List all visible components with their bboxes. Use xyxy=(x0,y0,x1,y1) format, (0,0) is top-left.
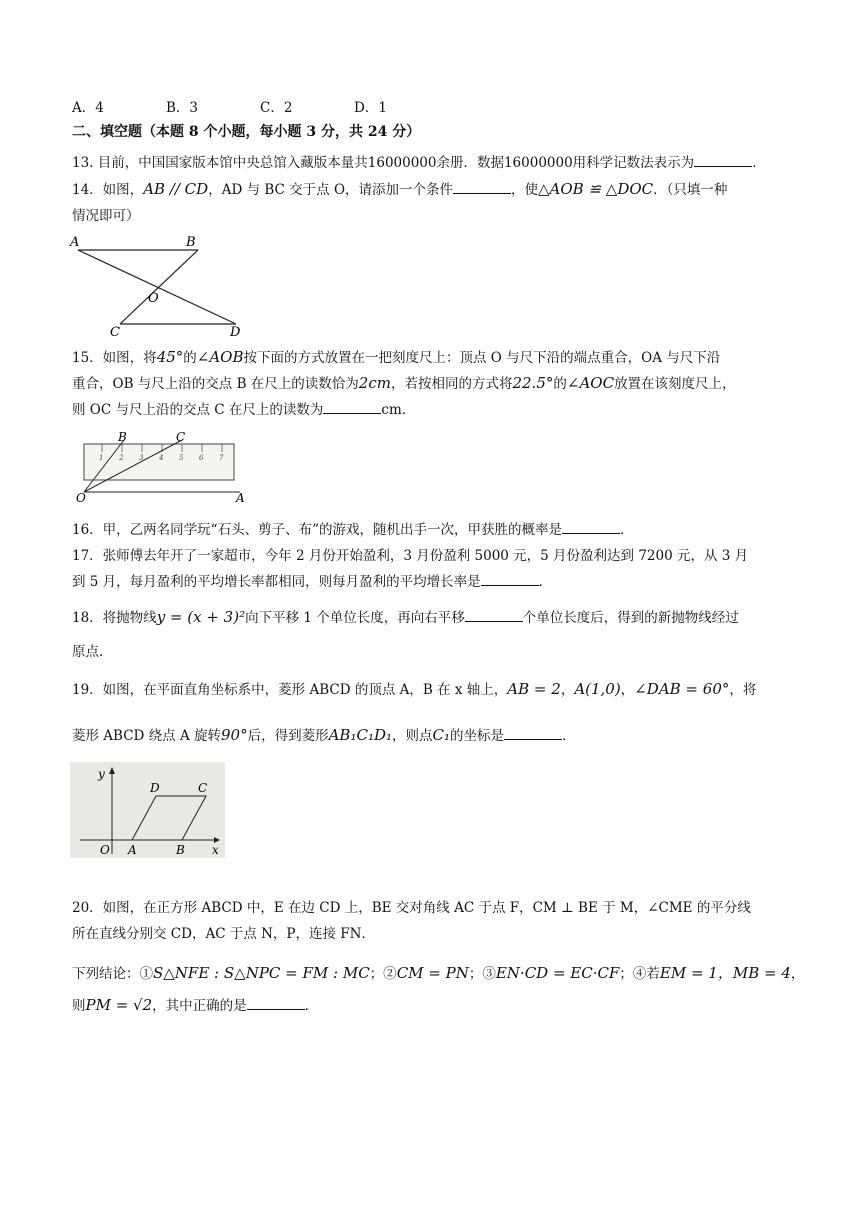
q15-math-4: 22.5° xyxy=(512,374,554,392)
question-19-line2: 菱形 ABCD 绕点 A 旋转90°后，得到菱形AB₁C₁D₁，则点C₁的坐标是 ． xyxy=(72,726,576,744)
q16-text: 16．甲，乙两名同学玩“石头、剪子、布”的游戏，随机出手一次，甲获胜的概率是 xyxy=(72,522,562,538)
option-a: A．4 xyxy=(72,100,104,116)
q14-text-d: ．（只填一种 xyxy=(653,182,728,198)
question-20-line2: 所在直线分别交 CD，AC 于点 N，P，连接 FN． xyxy=(72,926,375,942)
q20-math-4: EM = 1，MB = 4 xyxy=(659,964,791,982)
answer-blank xyxy=(562,519,620,534)
segment-ad xyxy=(78,250,236,324)
label-c: C xyxy=(176,432,186,444)
answer-blank xyxy=(504,725,562,740)
section-title: 二、填空题（本题 8 个小题，每小题 3 分，共 24 分） xyxy=(72,124,421,140)
q20-math-1: S△NFE : S△NPC = FM : MC xyxy=(153,964,370,982)
question-17-line2: 到 5 月，每月盈利的平均增长率都相同，则每月盈利的平均增长率是 ． xyxy=(72,571,794,593)
q19-text-c: 菱形 ABCD 绕点 A 旋转 xyxy=(72,728,221,744)
q19-math-6: C₁ xyxy=(432,726,450,744)
q20-text-g: ，其中正确的是 xyxy=(152,998,247,1014)
q20-text-b: ；② xyxy=(369,966,397,982)
figure-19-background xyxy=(70,762,225,858)
question-18-line2: 原点． xyxy=(72,644,113,660)
question-15-line1 xyxy=(72,346,794,369)
question-15-line3 xyxy=(72,399,794,421)
tick-3: 3 xyxy=(139,454,144,462)
label-a: A xyxy=(70,235,80,250)
tick-4: 4 xyxy=(159,454,164,462)
question-20-line1: 20．如图，在正方形 ABCD 中，E 在边 CD 上，BE 交对角线 AC 于点 F，CM ⊥ BE 于 M，∠CME 的平分线 xyxy=(72,900,751,916)
question-17-line1: 17．张师傅去年开了一家超市，今年 2 月份开始盈利，3 月份盈利 5000 元，5 月份盈利达到 7200 元，从 3 月 xyxy=(72,548,749,564)
label-c: C xyxy=(198,781,208,795)
tick-5: 5 xyxy=(179,454,184,462)
q15-math-5: ∠AOC xyxy=(566,374,615,392)
q19-text-f: 的坐标是 xyxy=(450,728,504,744)
q20-text-e: ， xyxy=(790,966,805,982)
q15-text-b: 的 xyxy=(183,350,197,366)
q17-text: 到 5 月，每月盈利的平均增长率都相同，则每月盈利的平均增长率是 xyxy=(72,574,481,590)
answer-blank xyxy=(481,571,539,586)
question-20-line4: 则PM = √2，其中正确的是 ． xyxy=(72,996,319,1014)
q19-math-4: 90° xyxy=(221,726,248,744)
label-d: D xyxy=(230,325,241,340)
q15-math-2: ∠AOB xyxy=(196,348,244,366)
question-18-line1 xyxy=(72,606,794,629)
segment-bc xyxy=(120,250,198,324)
tick-1: 1 xyxy=(99,454,104,462)
label-c: C xyxy=(110,325,120,340)
q20-text-d: ；④若 xyxy=(619,966,660,982)
label-d: D xyxy=(150,781,160,795)
answer-blank xyxy=(465,607,523,622)
q13-text: 13. 目前，中国国家版本馆中央总馆入藏版本量共16000000余册．数据16000000用科学记数法表示为 xyxy=(72,155,695,171)
label-a: A xyxy=(236,491,245,504)
q15-text-i: cm． xyxy=(381,402,416,418)
question-19-line1: 19．如图，在平面直角坐标系中，菱形 ABCD 的顶点 A，B 在 x 轴上，AB = 2，A(1,0)，∠DAB = 60°，将 xyxy=(72,680,757,698)
answer-blank xyxy=(323,399,381,414)
label-o: O xyxy=(76,491,86,504)
q15-text-e: ，若按相同的方式将 xyxy=(390,376,513,392)
q19-math-3: ∠DAB = 60° xyxy=(634,680,730,698)
question-15-line2 xyxy=(72,372,794,395)
question-14-line1 xyxy=(72,178,794,201)
q14-text-a: 14．如图， xyxy=(72,182,144,198)
q14-text-b: ，AD 与 BC 交于点 O，请添加一个条件 xyxy=(208,182,454,198)
q20-math-5: PM = √2 xyxy=(85,996,153,1014)
choice-options xyxy=(72,97,794,119)
q15-text-g: 放置在该刻度尺上， xyxy=(614,376,736,392)
q15-text-c: 按下面的方式放置在一把刻度尺上：顶点 O 与尺下沿的端点重合，OA 与尺下沿 xyxy=(243,350,721,366)
label-b: B xyxy=(118,432,127,444)
tick-7: 7 xyxy=(219,454,224,462)
tick-2: 2 xyxy=(119,454,124,462)
q19-text-e: ，则点 xyxy=(392,728,433,744)
q18-text-c: 个单位长度后，得到的新抛物线经过 xyxy=(522,610,739,626)
option-b: B．3 xyxy=(166,100,199,116)
q15-math-3: 2cm xyxy=(358,374,391,392)
label-o: O xyxy=(148,291,159,306)
answer-blank xyxy=(453,179,511,194)
label-y: y xyxy=(98,767,105,781)
label-b: B xyxy=(186,235,196,250)
label-o: O xyxy=(100,843,110,857)
q15-text-a: 15．如图，将 xyxy=(72,350,157,366)
figure-19 xyxy=(70,762,225,858)
question-16: 16．甲，乙两名同学玩“石头、剪子、布”的游戏，随机出手一次，甲获胜的概率是 ． xyxy=(72,519,794,541)
q19-math-5: AB₁C₁D₁ xyxy=(328,726,392,744)
q19-text-b: ，将 xyxy=(729,682,757,698)
q19-math-2: A(1,0) xyxy=(574,680,621,698)
label-x: x xyxy=(212,843,219,857)
q14-math-2: △AOB ≌ △DOC xyxy=(538,180,654,198)
q18-text-b: 向下平移 1 个单位长度，再向右平移 xyxy=(245,610,465,626)
q18-text-a: 18．将抛物线 xyxy=(72,610,157,626)
label-a: A xyxy=(128,843,137,857)
option-c: C．2 xyxy=(260,100,293,116)
q14-math-1: AB // CD xyxy=(143,180,209,198)
q20-math-2: CM = PN xyxy=(396,964,469,982)
label-b: B xyxy=(176,843,185,857)
q19-text-d: 后，得到菱形 xyxy=(247,728,329,744)
q18-math: y = (x + 3)² xyxy=(156,608,246,626)
q15-text-f: 的 xyxy=(553,376,567,392)
tick-6: 6 xyxy=(199,454,204,462)
answer-blank xyxy=(247,995,305,1010)
q20-text-a: 下列结论：① xyxy=(72,966,153,982)
q20-text-f: 则 xyxy=(72,998,86,1014)
q14-text-c: ，使 xyxy=(511,182,539,198)
q15-text-h: 则 OC 与尺上沿的交点 C 在尺上的读数为 xyxy=(72,402,324,418)
q15-math-1: 45° xyxy=(156,348,184,366)
question-20-line3 xyxy=(72,962,805,985)
q19-math-1: AB = 2 xyxy=(507,680,561,698)
q20-math-3: EN·CD = EC·CF xyxy=(495,964,620,982)
option-d: D．1 xyxy=(354,100,387,116)
question-13: 13. 目前，中国国家版本馆中央总馆入藏版本量共16000000余册．数据16000000用科学记数法表示为 ． xyxy=(72,152,794,174)
question-14-line2: 情况即可） xyxy=(72,208,140,224)
q19-text-a: 19．如图，在平面直角坐标系中，菱形 ABCD 的顶点 A，B 在 x 轴上， xyxy=(72,682,508,698)
figure-14 xyxy=(68,232,258,340)
figure-15-ruler xyxy=(72,432,252,504)
q15-text-d: 重合，OB 与尺上沿的交点 B 在尺上的读数恰为 xyxy=(72,376,359,392)
q20-text-c: ；③ xyxy=(468,966,496,982)
answer-blank xyxy=(694,152,752,167)
